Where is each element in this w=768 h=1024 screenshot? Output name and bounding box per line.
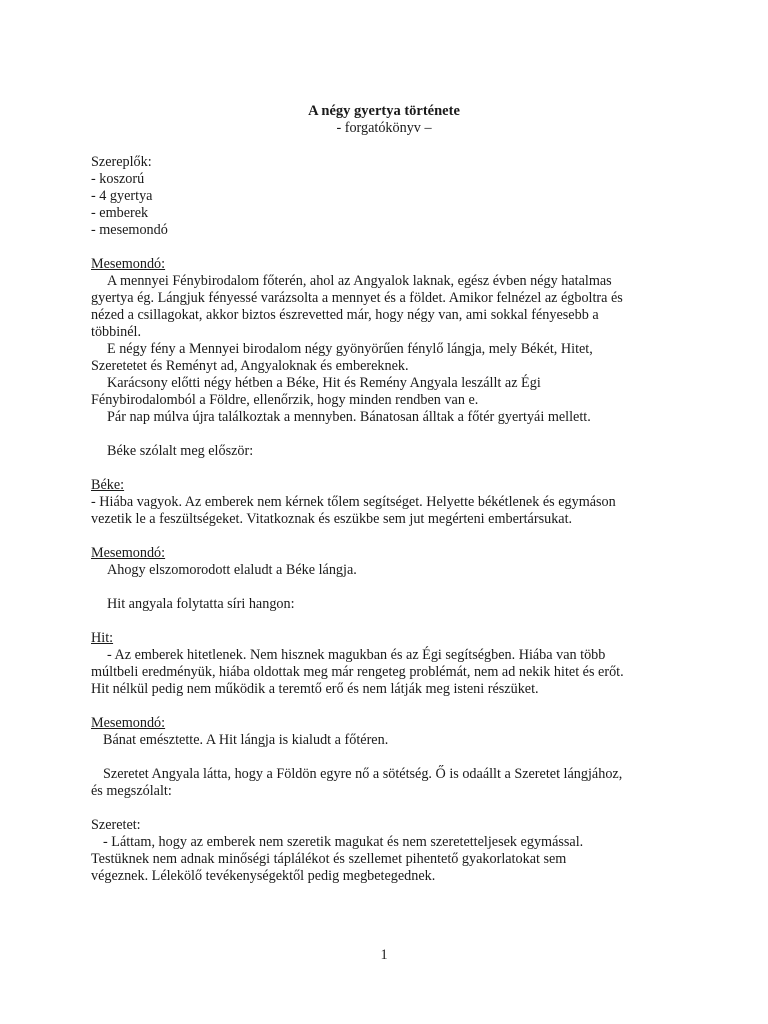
text-line: Hit angyala folytatta síri hangon: [107,596,295,612]
speaker-label: Béke: [91,477,125,493]
speaker-label: Mesemondó: [91,715,166,731]
speaker-label: Mesemondó: [91,256,166,272]
text-line: Fénybirodalomból a Földre, ellenőrzik, hogy minden rendben van e. [91,392,479,408]
text-line: Szeretetet és Reményt ad, Angyaloknak és embereknek. [91,358,409,374]
text-line: nézed a csillagokat, akkor biztos észrevetted már, hogy négy van, ami sokkal fényesebb a [91,307,599,323]
text-line: többinél. [91,324,142,340]
cast-item: - 4 gyertya [91,188,153,204]
text-line: Karácsony előtti négy hétben a Béke, Hit és Remény Angyala leszállt az Égi [107,375,541,391]
text-line: végeznek. Lélekölő tevékenységektől pedig megbetegednek. [91,868,436,884]
text-line: gyertya ég. Lángjuk fényessé varázsolta a mennyet és a földet. Amikor felnézel az égboltra és [91,290,623,306]
text-line: Hit nélkül pedig nem működik a teremtő erő és nem látják meg isteni részüket. [91,681,539,697]
cast-item: - mesemondó [91,222,168,238]
text-line: Ahogy elszomorodott elaludt a Béke lángja. [107,562,357,578]
text-line: Szeretet Angyala látta, hogy a Földön egyre nő a sötétség. Ő is odaállt a Szeretet lángjához, [103,766,623,782]
text-line: - Láttam, hogy az emberek nem szeretik magukat és nem szeretetteljesek egymással. [103,834,584,850]
text-line: Testüknek nem adnak minőségi táplálékot és szellemet pihentető gyakorlatokat sem [91,851,567,867]
document-subtitle: - forgatókönyv – [336,120,432,136]
document-body [91,154,691,885]
text-line: - Hiába vagyok. Az emberek nem kérnek tőlem segítséget. Helyette békétlenek és egymáson [91,494,616,510]
cast-heading: Szereplők: [91,154,152,170]
text-line: Pár nap múlva újra találkoztak a mennyben. Bánatosan álltak a főtér gyertyái mellett. [107,409,591,425]
text-line: Béke szólalt meg először: [107,443,254,459]
text-line: múltbeli eredményük, hiába oldottak meg már rengeteg problémát, nem ad nekik hitet és erőt. [91,664,624,680]
text-line: vezetik le a feszültségeket. Vitatkoznak és eszükbe sem jut megérteni embertársukat. [91,511,573,527]
cast-item: - koszorú [91,171,145,187]
text-line: Bánat emésztette. A Hit lángja is kialudt a főtéren. [103,732,389,748]
speaker-label: Szeretet: [91,817,141,833]
text-line: A mennyei Fénybirodalom főterén, ahol az Angyalok laknak, egész évben négy hatalmas [107,273,612,289]
page-number: 1 [380,947,388,963]
text-line: - Az emberek hitetlenek. Nem hisznek magukban és az Égi segítségben. Hiába van több [107,647,606,663]
speaker-label: Hit: [91,630,114,646]
document-title: A négy gyertya története [308,103,460,119]
cast-item: - emberek [91,205,149,221]
text-line: és megszólalt: [91,783,172,799]
text-line: E négy fény a Mennyei birodalom négy gyönyörűen fénylő lángja, mely Békét, Hitet, [107,341,593,357]
speaker-label: Mesemondó: [91,545,166,561]
